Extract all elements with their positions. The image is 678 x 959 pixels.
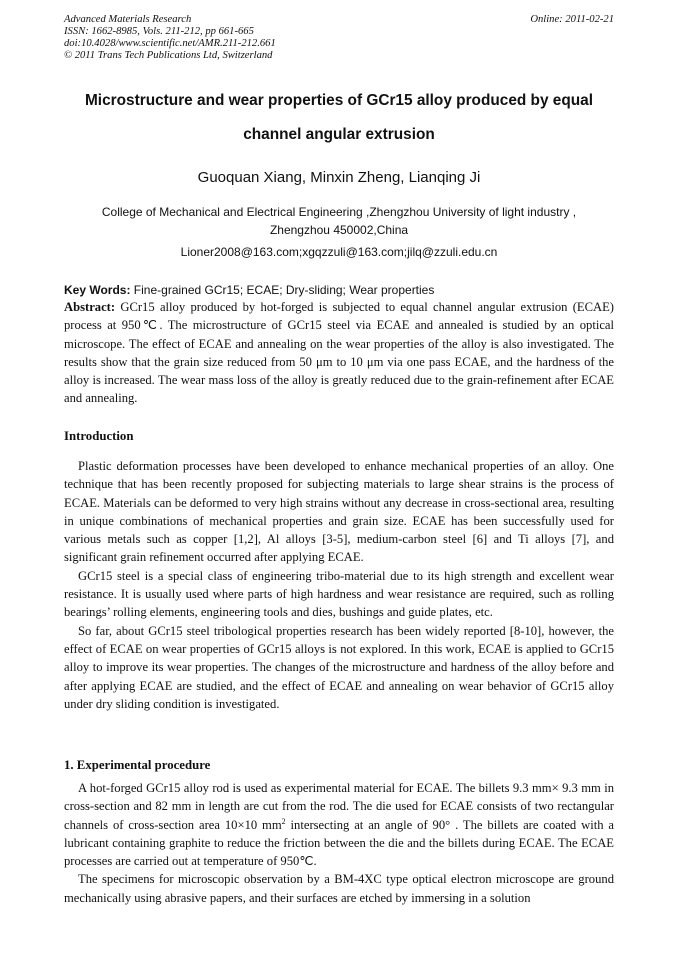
abstract-label: Abstract:: [64, 300, 116, 314]
text: intersecting at an angle of 90° . The billets are coated with a lubricant containing graphite to reduce the friction between the die and the billets during ECAE. The ECAE processes are carried out at temperature of 950℃.: [64, 817, 614, 869]
title-line: channel angular extrusion: [243, 126, 435, 143]
experimental-body: [64, 779, 614, 907]
section-heading-experimental: 1. Experimental procedure: [64, 758, 211, 772]
introduction-body: [64, 457, 614, 713]
abstract-text: GCr15 alloy produced by hot-forged is subjected to equal channel angular extrusion (ECAE) process at 950℃. The microstructure of GCr15 steel via ECAE and annealed is studied by an optical microscope. The effect of ECAE and annealing on the wear properties of the alloy is also investigated. The results show that the grain size reduced from 50 μm to 10 μm via one pass ECAE, and the hardness of the alloy is increased. The wear mass loss of the alloy is greatly reduced due to the grain-refinement after ECAE and annealing.: [64, 300, 614, 406]
emails: Lioner2008@163.com;xgqzzuli@163.com;jilq@zzuli.edu.cn: [180, 245, 498, 259]
issn: ISSN: 1662-8985, Vols. 211-212, pp 661-665: [64, 26, 254, 37]
affiliation-line: Zhengzhou 450002,China: [269, 223, 409, 237]
online-date: Online: 2011-02-21: [530, 14, 614, 25]
keywords: [64, 281, 614, 299]
keywords-text: Fine-grained GCr15; ECAE; Dry-sliding; Wear properties: [130, 283, 435, 297]
keywords-label: Key Words:: [64, 283, 131, 297]
authors: Guoquan Xiang, Minxin Zheng, Lianqing Ji: [197, 169, 481, 186]
journal-header: [64, 14, 276, 62]
journal-name: Advanced Materials Research: [64, 14, 192, 25]
section-heading-introduction: Introduction: [64, 429, 134, 443]
paragraph: The specimens for microscopic observation by a BM-4XC type optical electron microscope are ground mechanically using abrasive papers, and their surfaces are etched by immersing in a solution: [64, 872, 614, 905]
affiliation: [40, 203, 638, 239]
text: A hot-forged GCr15 alloy rod is used as experimental material for ECAE. The billets 9.3 mm× 9.3 mm in cross-section and 82 mm in length are cut from the rod. The die used for ECAE consists of two rectangular channels of cross-section area 10×10 mm: [64, 781, 614, 832]
affiliation-line: College of Mechanical and Electrical Engineering ,Zhengzhou University of light industry ,: [101, 205, 577, 219]
abstract: [64, 298, 614, 408]
superscript: 2: [281, 816, 286, 826]
paragraph: GCr15 steel is a special class of engineering tribo-material due to its high strength and excellent wear resistance. It is usually used where parts of high hardness and wear resistance are required, such as rolling bearings’ rolling elements, engineering tools and dies, bushings and guide plates, etc.: [64, 568, 614, 620]
copyright: © 2011 Trans Tech Publications Ltd, Switzerland: [64, 50, 273, 61]
title-line: Microstructure and wear properties of GCr15 alloy produced by equal: [84, 92, 593, 109]
doi: doi:10.4028/www.scientific.net/AMR.211-212.661: [64, 38, 276, 49]
paragraph: Plastic deformation processes have been developed to enhance mechanical properties of an alloy. One technique that has been recently proposed for subjecting materials to large shear strains is the process of ECAE. Materials can be deformed to very high strains without any decrease in cross-sectional area, resulting in unique combinations of mechanical properties and grain size. ECAE has been successfully used for various metals such as copper [1,2], Al alloys [3-5], medium-carbon steel [6] and Ti alloys [7], and significant grain refinement occurred after applying ECAE.: [64, 459, 614, 565]
paper-title: [40, 84, 638, 152]
paragraph: [64, 779, 614, 870]
paragraph: So far, about GCr15 steel tribological properties research has been widely reported [8-10], however, the effect of ECAE on wear properties of GCr15 alloys is not explored. In this work, ECAE is applied to GCr15 alloy to improve its wear properties. The changes of the microstructure and hardness of the alloy before and after applying ECAE are studied, and the effect of ECAE and annealing on wear behavior of GCr15 alloy under dry sliding condition is investigated.: [64, 623, 614, 711]
